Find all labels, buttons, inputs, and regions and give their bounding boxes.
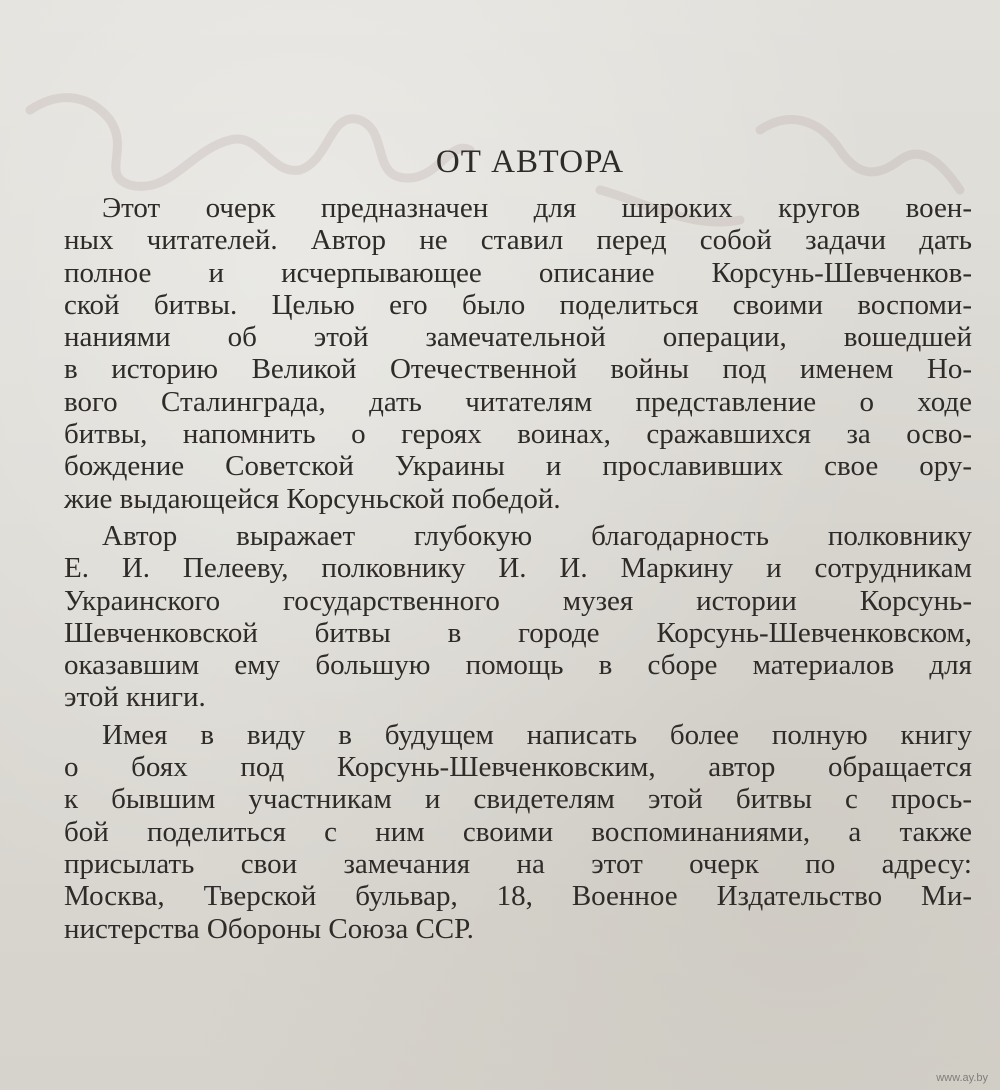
text-line: ской битвы. Целью его было поделиться своими воспоми- — [64, 288, 972, 321]
text-line: в историю Великой Отечественной войны под именем Но- — [64, 353, 972, 386]
text-line: этой книги. — [64, 681, 206, 714]
text-line: нистерства Обороны Союза ССР. — [64, 912, 474, 945]
text-line: Е. И. Пелееву, полковнику И. И. Маркину и сотрудникам — [64, 552, 972, 585]
text-line: к бывшим участникам и свидетелям этой битвы с прось- — [64, 783, 972, 816]
page-title: ОТ АВТОРА — [435, 144, 625, 180]
text-line: бождение Советской Украины и прославивших свое ору- — [64, 450, 972, 483]
text-line: наниями об этой замечательной операции, вошедшей — [64, 321, 972, 354]
text-line: присылать свои замечания на этот очерк по адресу: — [64, 847, 972, 880]
text-line: жие выдающейся Корсуньской победой. — [64, 482, 561, 515]
site-watermark: www.ay.by — [936, 1072, 988, 1084]
text-line: Имея в виду в будущем написать более полную книгу — [102, 718, 972, 751]
paragraph-3 — [64, 719, 972, 945]
text-line: полное и исчерпывающее описание Корсунь-Шевченков- — [64, 256, 972, 289]
text-line: бой поделиться с ним своими воспоминаниями, а также — [64, 815, 972, 848]
text-line: Этот очерк предназначен для широких кругов воен- — [102, 192, 972, 224]
text-line: Москва, Тверской бульвар, 18, Военное Издательство Ми- — [64, 880, 972, 913]
preface-text — [64, 140, 972, 950]
text-line: Шевченковской битвы в городе Корсунь-Шевченковском, — [64, 616, 972, 649]
text-line: Украинского государственного музея истории Корсунь- — [64, 584, 972, 617]
paragraph-2 — [64, 520, 972, 714]
text-line: ных читателей. Автор не ставил перед собой задачи дать — [64, 224, 972, 257]
text-line: о боях под Корсунь-Шевченковским, автор обращается — [64, 751, 972, 784]
text-line: битвы, напомнить о героях воинах, сражавшихся за осво- — [64, 418, 972, 451]
paragraph-1 — [64, 192, 972, 515]
text-line: Автор выражает глубокую благодарность полковнику — [102, 519, 972, 552]
text-line: вого Сталинграда, дать читателям представление о ходе — [64, 385, 972, 418]
text-line: оказавшим ему большую помощь в сборе материалов для — [64, 649, 972, 682]
